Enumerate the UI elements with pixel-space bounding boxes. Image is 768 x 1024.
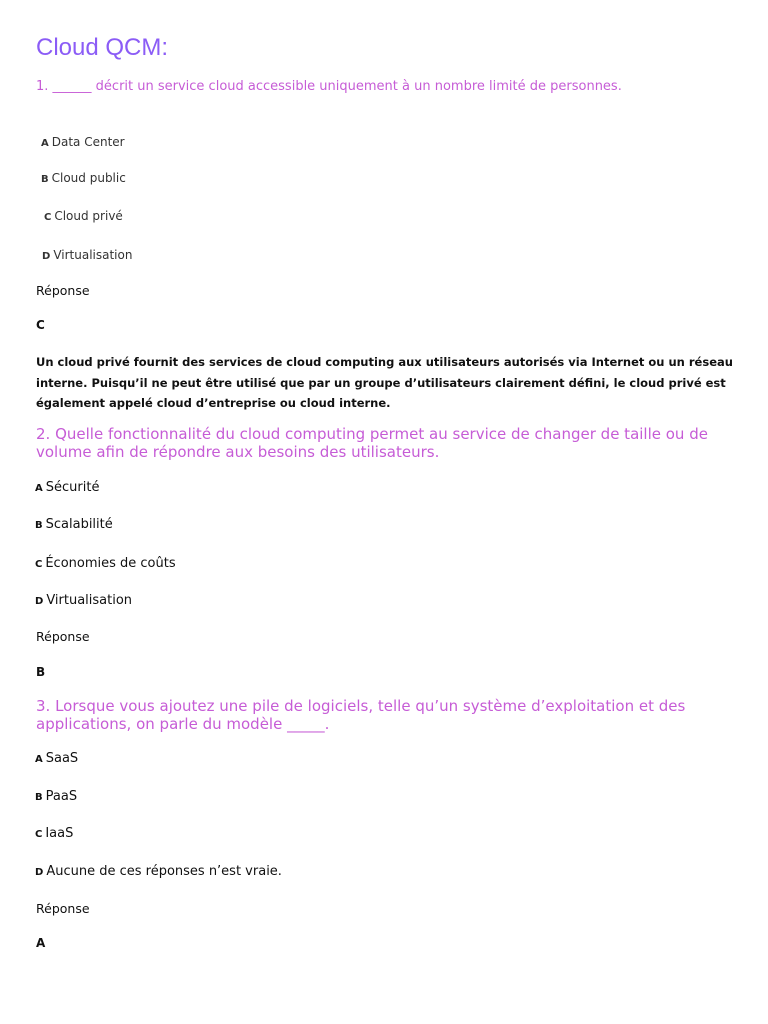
option-letter: D — [35, 867, 44, 878]
option-text: Aucune de ces réponses n’est vraie. — [46, 864, 282, 879]
option-text: Cloud public — [51, 171, 126, 185]
q2-option-d — [35, 593, 132, 608]
option-text: Data Center — [51, 135, 125, 149]
q3-answer: A — [36, 936, 46, 950]
q1-answer: C — [36, 318, 45, 332]
option-letter: B — [41, 174, 49, 185]
option-letter: A — [35, 754, 43, 765]
option-letter: B — [35, 520, 43, 531]
option-letter: B — [35, 792, 43, 803]
q1-option-c — [44, 209, 123, 223]
option-text: Scalabilité — [45, 517, 113, 532]
question-3-text: 3. Lorsque vous ajoutez une pile de logiciels, telle qu’un système d’exploitation et des applications, on parle du modèle _____. — [36, 697, 686, 733]
option-letter: C — [44, 212, 52, 223]
option-letter: A — [41, 138, 49, 149]
q3-response-label: Réponse — [36, 901, 90, 916]
option-text: Économies de coûts — [45, 556, 176, 571]
page-title: Cloud QCM: — [36, 34, 169, 61]
option-letter: D — [42, 251, 51, 262]
option-letter: D — [35, 596, 44, 607]
option-letter: A — [35, 483, 43, 494]
q3-option-b — [35, 789, 77, 804]
q3-option-a — [35, 751, 78, 766]
q3-option-d — [35, 864, 282, 879]
q3-option-c — [35, 826, 73, 841]
q1-option-a — [41, 135, 125, 149]
question-2-text: 2. Quelle fonctionnalité du cloud computing permet au service de changer de taille ou de volume afin de répondre aux besoins des utilisateurs. — [36, 425, 708, 461]
option-text: Virtualisation — [46, 593, 133, 608]
q1-response-label: Réponse — [36, 283, 90, 298]
option-letter: C — [35, 829, 43, 840]
option-text: Virtualisation — [53, 248, 133, 262]
q2-option-b — [35, 517, 113, 532]
option-text: Cloud privé — [54, 209, 123, 223]
q2-option-c — [35, 556, 176, 571]
option-text: Sécurité — [45, 480, 100, 495]
option-text: SaaS — [45, 751, 79, 766]
option-text: PaaS — [45, 789, 78, 804]
q1-option-d — [42, 248, 132, 262]
question-1-text: 1. ______ décrit un service cloud accessible uniquement à un nombre limité de personnes. — [36, 79, 622, 94]
q2-option-a — [35, 480, 99, 495]
q2-answer: B — [36, 665, 46, 679]
option-letter: C — [35, 559, 43, 570]
q1-option-b — [41, 171, 126, 185]
q1-explanation: Un cloud privé fournit des services de cloud computing aux utilisateurs autorisés via Internet ou un réseau interne. Puisqu’il ne peut être utilisé que par un groupe d’utilisateurs clairement défini, le cloud privé est également appelé cloud d’entreprise ou cloud interne. — [36, 355, 733, 410]
option-text: IaaS — [45, 826, 74, 841]
q2-response-label: Réponse — [36, 629, 90, 644]
